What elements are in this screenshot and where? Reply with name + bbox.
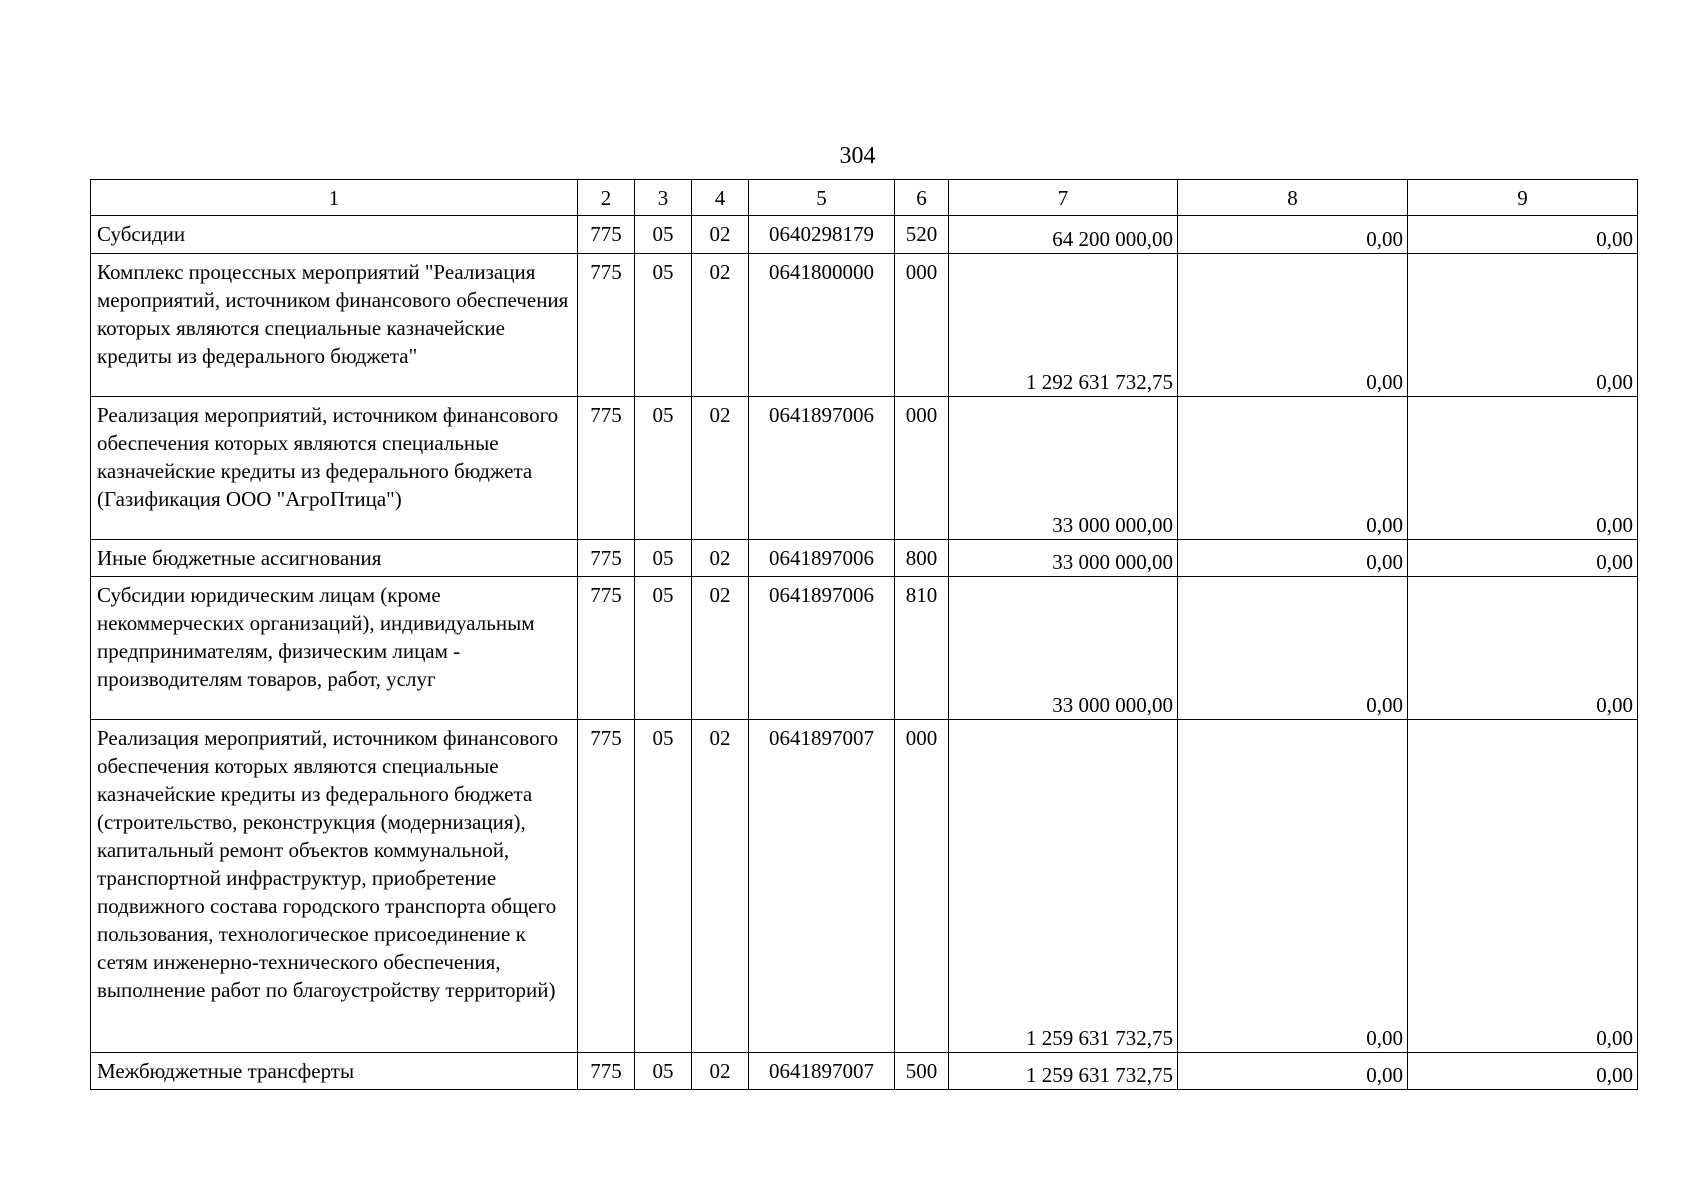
- row-code-6: 800: [895, 540, 949, 577]
- row-code-4: 02: [692, 577, 749, 720]
- table-row: [91, 1053, 1638, 1090]
- row-code-3: 05: [635, 720, 692, 1053]
- row-amount-7: 1 292 631 732,75: [949, 254, 1178, 397]
- row-code-5: 0641897006: [749, 540, 895, 577]
- row-amount-8: 0,00: [1178, 397, 1408, 540]
- row-code-2: 775: [578, 254, 635, 397]
- row-name: Иные бюджетные ассигнования: [91, 540, 578, 577]
- column-header: 5: [749, 180, 895, 216]
- row-code-6: 810: [895, 577, 949, 720]
- column-header: 9: [1408, 180, 1638, 216]
- table-row: [91, 397, 1638, 540]
- row-name: Реализация мероприятий, источником финансового обеспечения которых являются специальные казначейские кредиты из федерального бюджета (Газификация ООО "АгроПтица"): [91, 397, 578, 540]
- row-code-3: 05: [635, 540, 692, 577]
- row-amount-8: 0,00: [1178, 216, 1408, 254]
- row-code-4: 02: [692, 254, 749, 397]
- column-header: 1: [91, 180, 578, 216]
- column-header: 8: [1178, 180, 1408, 216]
- row-code-2: 775: [578, 720, 635, 1053]
- row-name: Субсидии: [91, 216, 578, 254]
- row-code-5: 0641800000: [749, 254, 895, 397]
- column-header: 6: [895, 180, 949, 216]
- column-header: 2: [578, 180, 635, 216]
- row-amount-8: 0,00: [1178, 254, 1408, 397]
- row-amount-9: 0,00: [1408, 1053, 1638, 1090]
- row-code-3: 05: [635, 1053, 692, 1090]
- row-code-2: 775: [578, 397, 635, 540]
- row-amount-7: 33 000 000,00: [949, 397, 1178, 540]
- column-header: 4: [692, 180, 749, 216]
- page-number: 304: [839, 143, 876, 169]
- budget-table: [90, 179, 1638, 1090]
- row-code-5: 0641897007: [749, 720, 895, 1053]
- row-code-5: 0641897006: [749, 577, 895, 720]
- row-code-6: 000: [895, 720, 949, 1053]
- row-code-4: 02: [692, 397, 749, 540]
- row-code-4: 02: [692, 720, 749, 1053]
- row-code-2: 775: [578, 577, 635, 720]
- table-row: [91, 720, 1638, 1053]
- table-row: [91, 254, 1638, 397]
- row-amount-8: 0,00: [1178, 540, 1408, 577]
- row-code-3: 05: [635, 254, 692, 397]
- row-code-3: 05: [635, 577, 692, 720]
- row-code-2: 775: [578, 1053, 635, 1090]
- column-header: 3: [635, 180, 692, 216]
- row-amount-7: 1 259 631 732,75: [949, 1053, 1178, 1090]
- row-code-4: 02: [692, 540, 749, 577]
- row-amount-7: 33 000 000,00: [949, 540, 1178, 577]
- column-header: 7: [949, 180, 1178, 216]
- row-amount-9: 0,00: [1408, 577, 1638, 720]
- row-code-3: 05: [635, 397, 692, 540]
- table-row: [91, 540, 1638, 577]
- table-row: [91, 577, 1638, 720]
- row-code-3: 05: [635, 216, 692, 254]
- row-amount-9: 0,00: [1408, 397, 1638, 540]
- row-name: Комплекс процессных мероприятий "Реализация мероприятий, источником финансового обеспечения которых являются специальные казначейские кредиты из федерального бюджета": [91, 254, 578, 397]
- row-code-5: 0641897006: [749, 397, 895, 540]
- row-amount-8: 0,00: [1178, 1053, 1408, 1090]
- row-code-5: 0641897007: [749, 1053, 895, 1090]
- row-amount-7: 64 200 000,00: [949, 216, 1178, 254]
- row-name: Межбюджетные трансферты: [91, 1053, 578, 1090]
- table-row: [91, 216, 1638, 254]
- row-code-4: 02: [692, 1053, 749, 1090]
- row-amount-8: 0,00: [1178, 720, 1408, 1053]
- row-code-5: 0640298179: [749, 216, 895, 254]
- row-amount-9: 0,00: [1408, 254, 1638, 397]
- table-header-row: [91, 180, 1638, 216]
- row-amount-7: 33 000 000,00: [949, 577, 1178, 720]
- row-name: Реализация мероприятий, источником финансового обеспечения которых являются специальные казначейские кредиты из федерального бюджета (строительство, реконструкция (модернизация), капитальный ремонт объектов коммунальной, транспортной инфраструктур, приобретение подвижного состава городского транспорта общего пользования, технологическое присоединение к сетям инженерно-технического обеспечения, выполнение работ по благоустройству территорий): [91, 720, 578, 1053]
- row-amount-9: 0,00: [1408, 540, 1638, 577]
- row-amount-7: 1 259 631 732,75: [949, 720, 1178, 1053]
- row-code-6: 000: [895, 254, 949, 397]
- row-code-6: 520: [895, 216, 949, 254]
- row-code-2: 775: [578, 540, 635, 577]
- row-code-4: 02: [692, 216, 749, 254]
- row-code-6: 500: [895, 1053, 949, 1090]
- row-code-6: 000: [895, 397, 949, 540]
- row-name: Субсидии юридическим лицам (кроме некоммерческих организаций), индивидуальным предпринимателям, физическим лицам - производителям товаров, работ, услуг: [91, 577, 578, 720]
- row-code-2: 775: [578, 216, 635, 254]
- row-amount-9: 0,00: [1408, 720, 1638, 1053]
- row-amount-8: 0,00: [1178, 577, 1408, 720]
- row-amount-9: 0,00: [1408, 216, 1638, 254]
